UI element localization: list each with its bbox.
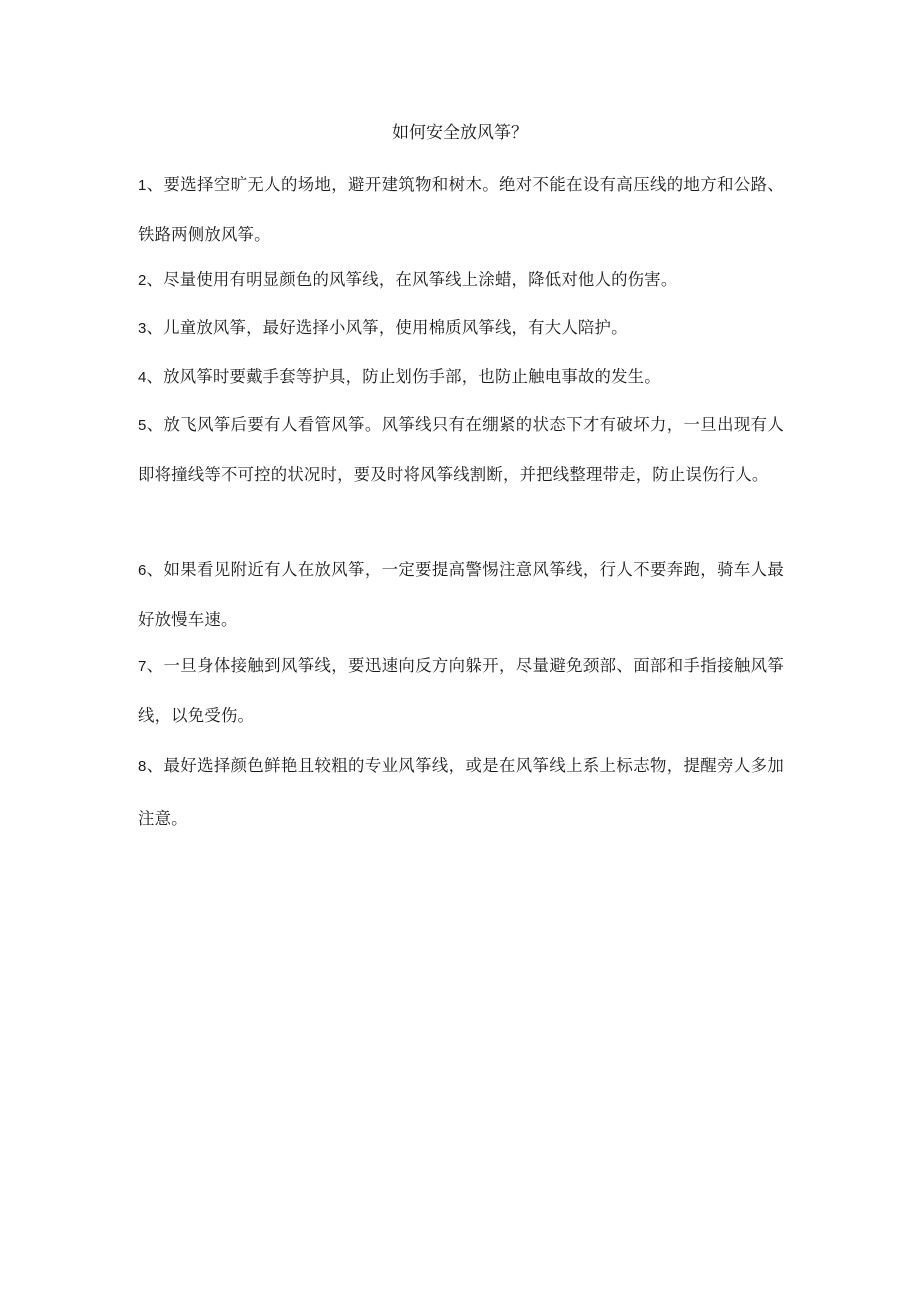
list-item [138,256,784,306]
item-separator: 、 [146,656,164,675]
item-number: 4 [138,369,147,386]
item-number: 7 [138,658,147,675]
item-text: 放风筝时要戴手套等护具，防止划伤手部，也防止触电事故的发生。 [163,367,661,386]
item-number: 2 [138,272,147,289]
list-item [138,546,784,644]
list-item [138,304,784,354]
item-separator: 、 [146,756,164,775]
item-separator: 、 [146,415,164,434]
item-separator: 、 [146,175,164,194]
item-text: 最好选择颜色鲜艳且较粗的专业风筝线，或是在风筝线上系上标志物，提醒旁人多加注意。 [138,756,784,828]
page-title: 如何安全放风筝？ [392,123,528,143]
item-text: 尽量使用有明显颜色的风筝线，在风筝线上涂蜡，降低对他人的伤害。 [163,270,678,289]
item-text: 如果看见附近有人在放风筝，一定要提高警惕注意风筝线，行人不要奔跑，骑车人最好放慢车速。 [138,560,784,629]
list-item [138,353,784,403]
item-number: 8 [138,758,147,775]
item-number: 1 [138,177,147,194]
item-number: 3 [138,320,147,337]
item-number: 5 [138,417,147,434]
item-separator: 、 [146,560,164,579]
list-item [138,401,784,499]
item-text: 儿童放风筝，最好选择小风筝，使用棉质风筝线，有大人陪护。 [163,318,628,337]
item-separator: 、 [146,270,164,289]
item-text: 要选择空旷无人的场地，避开建筑物和树木。绝对不能在设有高压线的地方和公路、铁路两侧放风筝。 [138,175,784,244]
item-text: 放飞风筝后要有人看管风筝。风筝线只有在绷紧的状态下才有破坏力，一旦出现有人即将撞线等不可控的状况时，要及时将风筝线割断，并把线整理带走，防止误伤行人。 [138,415,784,484]
item-number: 6 [138,562,147,579]
list-item [138,740,784,845]
list-item [138,642,784,740]
item-text: 一旦身体接触到风筝线，要迅速向反方向躲开，尽量避免颈部、面部和手指接触风筝线，以免受伤。 [138,656,784,725]
item-separator: 、 [146,367,164,386]
list-item [138,161,784,259]
item-separator: 、 [146,318,164,337]
